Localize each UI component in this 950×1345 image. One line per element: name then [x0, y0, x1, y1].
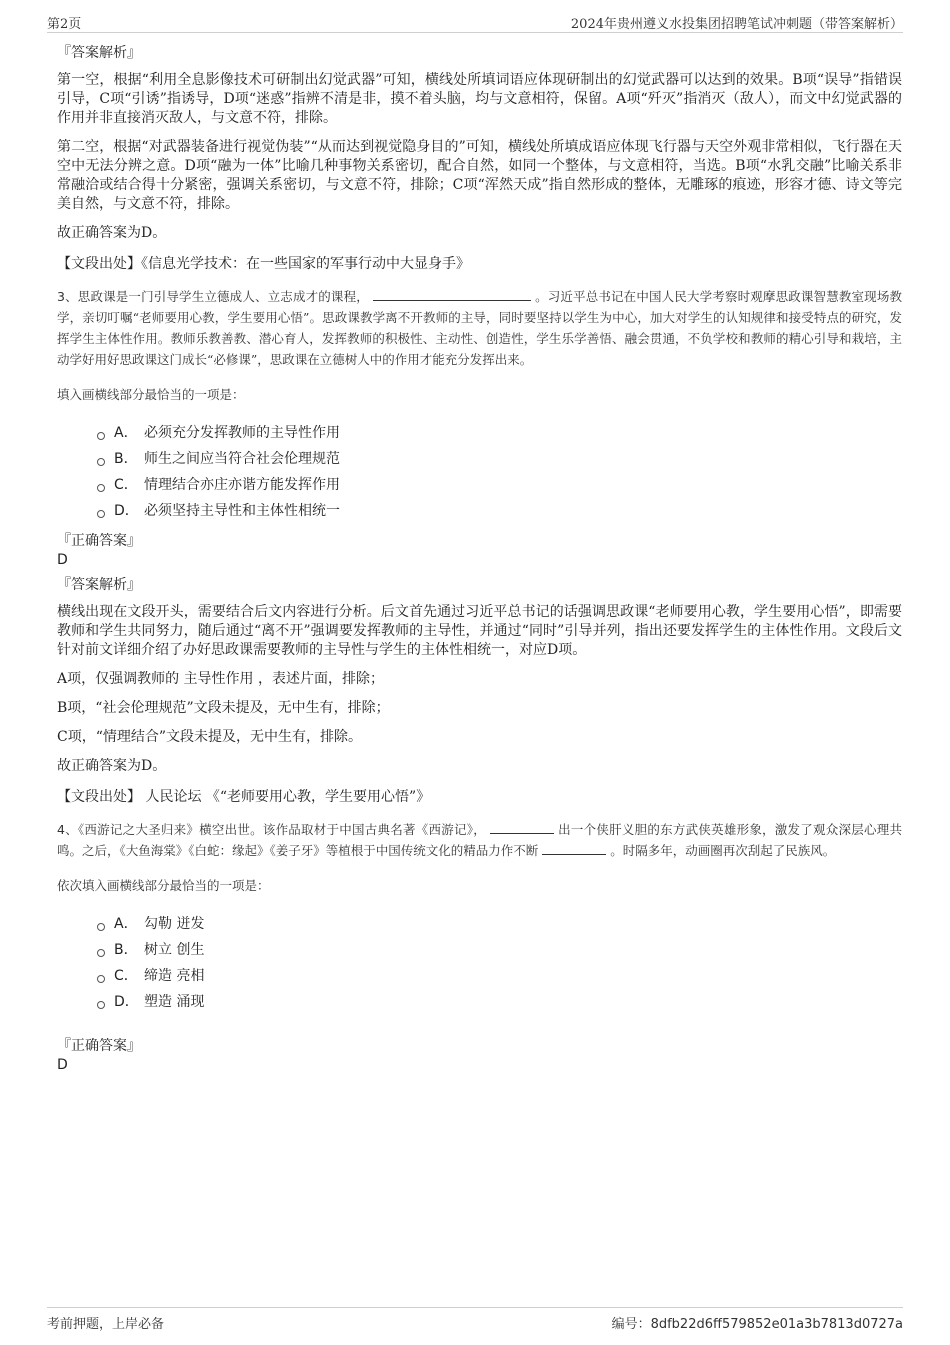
answer-label: 『正确答案』	[57, 1038, 141, 1054]
question-4	[57, 819, 902, 1075]
option-letter: C．	[114, 967, 138, 984]
document-body	[57, 44, 902, 1081]
radio-icon[interactable]	[97, 432, 105, 440]
option-a[interactable]	[97, 911, 902, 937]
analysis-conclusion: 故正确答案为D。	[57, 758, 167, 774]
option-letter: A．	[114, 424, 138, 441]
answer-label: 『正确答案』	[57, 533, 141, 549]
option-letter: B．	[114, 941, 138, 958]
option-d[interactable]	[97, 989, 902, 1015]
analysis-label: 『答案解析』	[57, 577, 141, 593]
radio-icon[interactable]	[97, 1001, 105, 1009]
option-letter: A．	[114, 915, 138, 932]
radio-icon[interactable]	[97, 975, 105, 983]
radio-icon[interactable]	[97, 510, 105, 518]
question-3	[57, 286, 902, 807]
analysis-paragraph: C项，“情理结合”文段未提及，无中生有，排除。	[57, 729, 363, 745]
option-text: 情理结合亦庄亦谐方能发挥作用	[144, 476, 340, 493]
q2-analysis	[57, 44, 902, 274]
option-c[interactable]	[97, 963, 902, 989]
analysis-paragraph: 横线出现在文段开头，需要结合后文内容进行分析。后文首先通过习近平总书记的话强调思政课“老师要用心教，学生要用心悟”，即需要教师和学生共同努力，随后通过“离不开”强调要发挥教师的主导性，并通过“同时”引导并列，指出还要发挥学生的主体性作用。文段后文针对前文详细介绍了办好思政课需要教师的主导性与学生的主体性相统一，对应D项。	[57, 604, 902, 658]
option-b[interactable]	[97, 446, 902, 472]
option-letter: B．	[114, 450, 138, 467]
question-stem	[57, 286, 902, 370]
page-footer	[47, 1307, 903, 1332]
option-text: 树立 创生	[144, 941, 205, 958]
option-list	[57, 420, 902, 524]
option-list	[57, 911, 902, 1015]
fill-blank	[490, 821, 554, 834]
radio-icon[interactable]	[97, 484, 105, 492]
question-number: 4、	[57, 822, 78, 837]
stem-text: 出一个侠肝义胆的东方武侠英雄形象，激发了观众深层心理共鸣。之后，《大鱼海棠》《白蛇：缘起》《姜子牙》等植根于中国传统文化的精品力作不断	[57, 822, 902, 858]
option-c[interactable]	[97, 472, 902, 498]
question-prompt: 依次填入画横线部分最恰当的一项是：	[57, 878, 270, 893]
document-code: 编号：8dfb22d6ff579852e01a3b7813d0727a	[611, 1317, 903, 1332]
stem-text: 。习近平总书记在中国人民大学考察时观摩思政课智慧教室现场教学，亲切叮嘱“老师要用心教，学生要用心悟”。思政课教学离不开教师的主导，同时要坚持以学生为中心，加大对学生的认知规律和接受特点的研究，发挥学生主体性作用。教师乐教善教、潜心育人，发挥教师的积极性、主动性、创造性，学生乐学善悟、融会贯通，不负学校和教师的精心引导和栽培，主动学好用好思政课这门成长“必修课”，思政课在立德树人中的作用才能充分发挥出来。	[57, 289, 902, 367]
stem-text: 《西游记之大圣归来》横空出世。该作品取材于中国古典名著《西游记》，	[77, 822, 486, 837]
analysis-paragraph: 第一空，根据“利用全息影像技术可研制出幻觉武器”可知，横线处所填词语应体现研制出的幻觉武器可以达到的效果。B项“误导”指错误引导，C项“引诱”指诱导，D项“迷惑”指辨不清是非，摸不着头脑，均与文意相符，保留。A项“歼灭”指消灭（敌人），而文中幻觉武器的作用并非直接消灭敌人，与文意不符，排除。	[57, 72, 902, 126]
question-number: 3、	[57, 289, 78, 304]
analysis-label: 『答案解析』	[57, 45, 141, 61]
option-text: 勾勒 迸发	[144, 915, 205, 932]
page-number: 第2页	[47, 16, 82, 32]
analysis-conclusion: 故正确答案为D。	[57, 225, 167, 241]
analysis-paragraph: B项，“社会伦理规范”文段未提及，无中生有，排除；	[57, 700, 390, 716]
option-text: 塑造 涌现	[144, 993, 205, 1010]
option-text: 必须坚持主导性和主体性相统一	[144, 502, 340, 519]
option-letter: D．	[114, 993, 139, 1010]
option-letter: D．	[114, 502, 139, 519]
question-stem	[57, 819, 902, 861]
option-text: 必须充分发挥教师的主导性作用	[144, 424, 340, 441]
option-b[interactable]	[97, 937, 902, 963]
radio-icon[interactable]	[97, 923, 105, 931]
footer-slogan: 考前押题，上岸必备	[47, 1317, 165, 1332]
answer-value: D	[57, 552, 68, 568]
question-prompt: 填入画横线部分最恰当的一项是：	[57, 387, 245, 402]
source-citation: 【文段出处】《信息光学技术：在一些国家的军事行动中大显身手》	[57, 256, 470, 272]
option-text: 师生之间应当符合社会伦理规范	[144, 450, 340, 467]
analysis-paragraph: A项，仅强调教师的 主导性作用 ，表述片面，排除；	[57, 671, 385, 687]
option-a[interactable]	[97, 420, 902, 446]
radio-icon[interactable]	[97, 949, 105, 957]
analysis-paragraph: 第二空，根据“对武器装备进行视觉伪装”“从而达到视觉隐身目的”可知，横线处所填成语应体现飞行器与天空外观非常相似，飞行器在天空中无法分辨之意。D项“融为一体”比喻几种事物关系密切，配合自然，如同一个整体，与文意相符，当选。B项“水乳交融”比喻关系非常融洽或结合得十分紧密，强调关系密切，与文意不符，排除；C项“浑然天成”指自然形成的整体，无雕琢的痕迹，形容才德、诗文等完美自然，与文意不符，排除。	[57, 139, 902, 212]
stem-text: 。时隔多年，动画圈再次刮起了民族风。	[610, 843, 836, 858]
stem-text: 思政课是一门引导学生立德成人、立志成才的课程，	[77, 289, 369, 304]
radio-icon[interactable]	[97, 458, 105, 466]
source-citation: 【文段出处】 人民论坛 《“老师要用心教，学生要用心悟”》	[57, 789, 431, 805]
answer-value: D	[57, 1057, 68, 1073]
fill-blank	[542, 842, 606, 855]
option-d[interactable]	[97, 498, 902, 524]
page-header	[47, 12, 903, 33]
document-title: 2024年贵州遵义水投集团招聘笔试冲刺题（带答案解析）	[570, 16, 903, 32]
option-text: 缔造 亮相	[144, 967, 205, 984]
fill-blank	[373, 288, 531, 301]
option-letter: C．	[114, 476, 138, 493]
